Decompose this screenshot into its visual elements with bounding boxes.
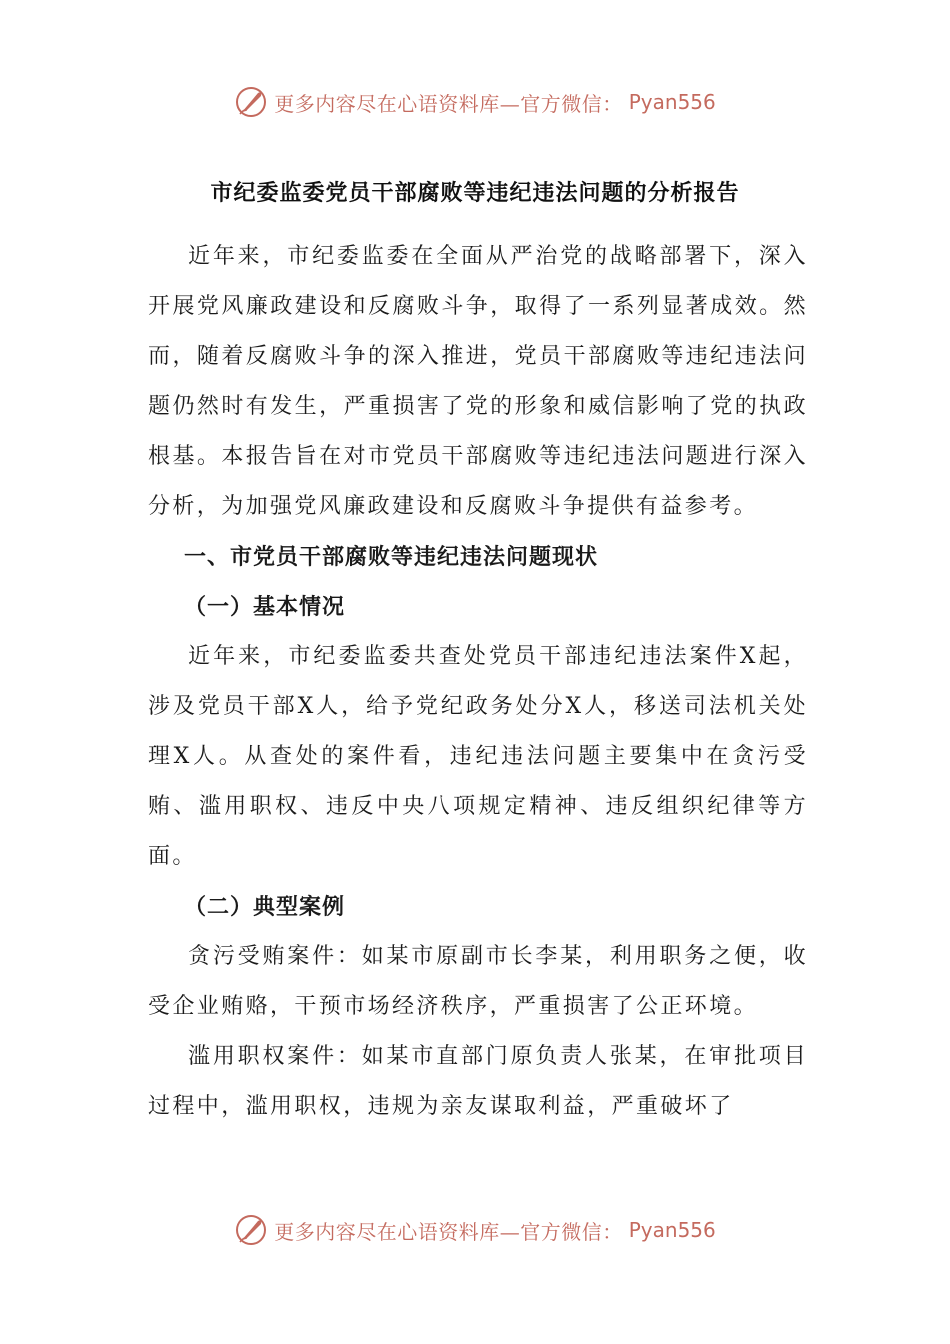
banner-wechat-id: Pyan556 [628,1218,716,1242]
header-watermark-banner [0,80,950,124]
banner-text: 更多内容尽在心语资料库—官方微信： [274,91,623,116]
document-title: 市纪委监委党员干部腐败等违纪违法问题的分析报告 [210,180,740,206]
quill-logo-icon [234,85,268,119]
banner-content [234,85,716,119]
basic-situation-paragraph: 近年来，市纪委监委共查处党员干部违纪违法案件X起，涉及党员干部X人，给予党纪政务处分X人，移送司法机关处理X人。从查处的案件看，违纪违法问题主要集中在贪污受贿、滥用职权、违反中央八项规定精神、违反组织纪律等方面。 [148,644,808,869]
document-body [148,232,808,1132]
case-bribery-paragraph: 贪污受贿案件：如某市原副市长李某，利用职务之便，收受企业贿赂，干预市场经济秩序，严重损害了公正环境。 [148,944,808,1019]
intro-paragraph: 近年来，市纪委监委在全面从严治党的战略部署下，深入开展党风廉政建设和反腐败斗争，取得了一系列显著成效。然而，随着反腐败斗争的深入推进，党员干部腐败等违纪违法问题仍然时有发生，严重损害了党的形象和威信影响了党的执政根基。本报告旨在对市党员干部腐败等违纪违法问题进行深入分析，为加强党风廉政建设和反腐败斗争提供有益参考。 [148,244,808,519]
subsection-1-heading: （一）基本情况 [184,594,346,620]
banner-content [234,1213,716,1247]
footer-watermark-banner [0,1208,950,1252]
banner-text: 更多内容尽在心语资料库—官方微信： [274,1219,623,1244]
section-1-heading: 一、市党员干部腐败等违纪违法问题现状 [184,544,599,570]
case-abuse-of-power-paragraph: 滥用职权案件：如某市直部门原负责人张某，在审批项目过程中，滥用职权，违规为亲友谋取利益，严重破坏了 [148,1044,808,1119]
subsection-2-heading: （二）典型案例 [184,894,346,920]
quill-logo-icon [234,1213,268,1247]
banner-wechat-id: Pyan556 [628,90,716,114]
